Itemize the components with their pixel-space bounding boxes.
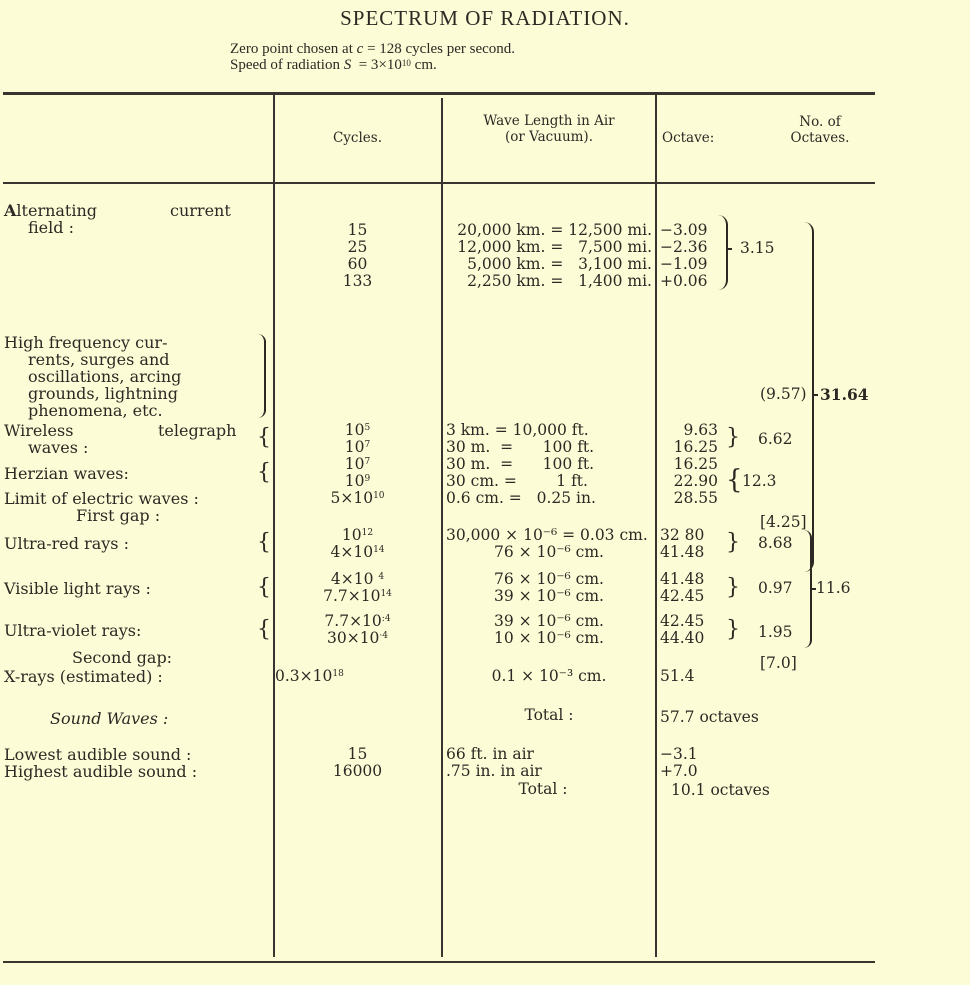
cell-ultra-red-octave-1: 41.48 [660, 543, 705, 561]
header-num-octaves-line2: Octaves. [790, 130, 850, 146]
cell-ac-cycles-3: 133 [342, 272, 373, 290]
cell-visible-cycles-0: 4×10 $^4$ [330, 570, 385, 588]
row-label-hf-0: High frequency cur- [4, 333, 168, 352]
cell-ultra-violet-wavelength-0: 39 × 10⁻⁶ cm. [494, 612, 604, 630]
cell-visible-wavelength-0: 76 × 10⁻⁶ cm. [494, 570, 604, 588]
cell-wireless-cycles-1: $10^7$ [344, 438, 371, 456]
brace-wireless-label: { [257, 425, 271, 450]
cell-ultra-red-octave-0: 32 80 [660, 526, 705, 544]
brace-ultra-violet-octave: } [726, 617, 740, 642]
row-label-wireless-line2: waves : [28, 438, 89, 457]
cell-herzian-octave-0: 16.25 [673, 455, 718, 473]
cell-ultra-violet-octave-0: 42.45 [660, 612, 705, 630]
cell-light-total: 11.6 [816, 579, 851, 597]
cell-ac-group-octaves: 3.15 [740, 239, 775, 257]
cell-ultra-red-wavelength-1: 76 × 10⁻⁶ cm. [494, 543, 604, 561]
cell-herzian-octave-1: 22.90 [673, 472, 718, 490]
cell-highest-sound-wavelength: .75 in. in air [446, 762, 542, 780]
radiation-total-value: 57.7 octaves [660, 708, 759, 726]
cell-limit-octave: 28.55 [673, 489, 718, 507]
cell-ac-cycles-1: 25 [347, 238, 368, 256]
brace-ac-tip [726, 248, 732, 250]
header-cycles: Cycles. [332, 130, 383, 146]
cell-wireless-octave-0: 9.63 [683, 421, 718, 439]
brace-herzian-octave: { [726, 465, 743, 495]
cell-lowest-sound-cycles: 15 [347, 745, 368, 763]
brace-wireless-octave: } [726, 425, 740, 450]
row-label-second-gap: Second gap: [72, 648, 173, 667]
cell-ultra-violet-cycles-0: $7.7\times 10^{:4}$ [324, 612, 391, 630]
sound-total-value: 10.1 octaves [671, 781, 770, 799]
cell-wireless-wavelength-0: 3 km. = 10,000 ft. [446, 421, 589, 439]
cell-ultra-red-wavelength-0: 30,000 × 10⁻⁶ = 0.03 cm. [446, 526, 648, 544]
subtitle-zero-point: Zero point chosen at c = 128 cycles per second. [230, 41, 516, 57]
cell-ac-wavelength-3: 2,250 km. = 1,400 mi. [467, 272, 652, 290]
cell-electric-total: 31.64 [820, 385, 869, 404]
row-label-first-gap: First gap : [76, 506, 161, 525]
cell-wireless-group-octaves: 6.62 [758, 430, 793, 448]
top-rule [3, 92, 875, 95]
cell-ultra-violet-wavelength-1: 10 × 10⁻⁶ cm. [494, 629, 604, 647]
row-label-hf-4: phenomena, etc. [28, 401, 163, 420]
row-label-wireless-line1a: Wireless [4, 421, 74, 440]
brace-ac-group [718, 215, 728, 290]
cell-ac-wavelength-1: 12,000 km. = 7,500 mi. [457, 238, 652, 256]
row-label-highest-sound: Highest audible sound : [4, 762, 198, 781]
cell-ac-wavelength-2: 5,000 km. = 3,100 mi. [467, 255, 652, 273]
cell-highest-sound-cycles: 16000 [332, 762, 383, 780]
cell-herzian-cycles-1: $10^9$ [344, 472, 371, 490]
cell-x-rays-cycles: $0.3\times 10^{18}$ [275, 667, 344, 685]
row-label-hf-2: oscillations, arcing [28, 367, 182, 386]
brace-ultra-red-label: { [257, 530, 271, 555]
cell-ac-octave-3: +0.06 [660, 272, 708, 290]
cell-wireless-octave-1: 16.25 [673, 438, 718, 456]
subtitle-speed: Speed of radiation $S = 3\times 10^{10}$ cm. [230, 57, 437, 73]
cell-x-rays-wavelength: 0.1 × 10⁻³ cm. [491, 667, 607, 685]
header-octave: Octave: [662, 130, 715, 146]
row-label-ac-line1b: current [170, 201, 231, 220]
cell-visible-octave-1: 42.45 [660, 587, 705, 605]
brace-ultra-violet-label: { [257, 617, 271, 642]
cell-wireless-wavelength-1: 30 m. = 100 ft. [446, 438, 595, 456]
cell-visible-wavelength-1: 39 × 10⁻⁶ cm. [494, 587, 604, 605]
cell-ultra-violet-cycles-1: $30\times 10^{\cdot 4}$ [326, 629, 389, 647]
row-label-ac-line2: field : [28, 218, 74, 237]
cell-herzian-cycles-0: $10^7$ [344, 455, 371, 473]
row-label-ultra-red: Ultra-red rays : [4, 534, 129, 553]
cell-visible-cycles-1: $7.7\times 10^{14}$ [323, 587, 392, 605]
cell-ultra-violet-group-octaves: 1.95 [758, 623, 793, 641]
cell-visible-group-octaves: 0.97 [758, 579, 793, 597]
cell-x-rays-octave: 51.4 [660, 667, 695, 685]
cell-hf-group-octaves: (9.57) [760, 385, 807, 403]
cell-ac-octave-2: −1.09 [660, 255, 708, 273]
cell-herzian-wavelength-0: 30 m. = 100 ft. [446, 455, 595, 473]
cell-ac-octave-0: −3.09 [660, 221, 708, 239]
brace-hf-label [258, 334, 266, 418]
cell-ac-octave-1: −2.36 [660, 238, 708, 256]
row-label-visible: Visible light rays : [4, 579, 151, 598]
row-label-ac-line1a: Alternating [4, 201, 98, 220]
row-label-hf-1: rents, surges and [28, 350, 170, 369]
header-num-octaves-line1: No. of [799, 114, 841, 130]
cell-ultra-red-cycles-0: $10^{12}$ [341, 526, 374, 544]
row-label-herzian: Herzian waves: [4, 464, 129, 483]
cell-herzian-group-octaves: 12.3 [742, 472, 777, 490]
row-label-lowest-sound: Lowest audible sound : [4, 745, 192, 764]
row-label-limit-electric: Limit of electric waves : [4, 489, 199, 508]
row-label-ultra-violet: Ultra-violet rays: [4, 621, 142, 640]
cell-ac-wavelength-0: 20,000 km. = 12,500 mi. [457, 221, 652, 239]
cell-ac-cycles-2: 60 [347, 255, 368, 273]
brace-herzian-label: { [257, 460, 271, 485]
brace-visible-octave: } [726, 575, 740, 600]
cell-highest-sound-octave: +7.0 [660, 762, 698, 780]
row-label-x-rays: X-rays (estimated) : [4, 667, 163, 686]
cell-ac-cycles-0: 15 [347, 221, 368, 239]
header-wavelength-line2: (or Vacuum). [504, 129, 593, 145]
cell-ultra-red-group-octaves: 8.68 [758, 534, 793, 552]
radiation-total-label: Total : [524, 706, 574, 724]
cell-limit-cycles: $5\times 10^{10}$ [330, 489, 385, 507]
page-title: SPECTRUM OF RADIATION. [340, 6, 630, 30]
header-bottom-rule [3, 182, 875, 184]
brace-visible-label: { [257, 575, 271, 600]
cell-lowest-sound-wavelength: 66 ft. in air [446, 745, 534, 763]
cell-first-gap-octaves: [4.25] [760, 513, 807, 531]
row-label-wireless-line1b: telegraph [158, 421, 237, 440]
sound-total-label: Total : [518, 780, 568, 798]
cell-visible-octave-0: 41.48 [660, 570, 705, 588]
row-label-hf-3: grounds, lightning [28, 384, 178, 403]
cell-second-gap-octaves: [7.0] [760, 654, 797, 672]
header-wavelength-line1: Wave Length in Air [483, 113, 615, 129]
cell-limit-wavelength: 0.6 cm. = 0.25 in. [446, 489, 596, 507]
cell-herzian-wavelength-1: 30 cm. = 1 ft. [446, 472, 588, 490]
brace-electric-total-tip [812, 394, 818, 396]
bottom-rule [3, 961, 875, 963]
col-divider-3 [655, 95, 657, 957]
cell-lowest-sound-octave: −3.1 [660, 745, 698, 763]
cell-ultra-red-cycles-1: $4\times 10^{14}$ [330, 543, 385, 561]
cell-ultra-violet-octave-1: 44.40 [660, 629, 705, 647]
section-sound-waves: Sound Waves : [50, 709, 169, 728]
brace-ultra-red-octave: } [726, 530, 740, 555]
col-divider-2 [441, 98, 443, 957]
cell-wireless-cycles-0: $10^5$ [344, 421, 371, 439]
